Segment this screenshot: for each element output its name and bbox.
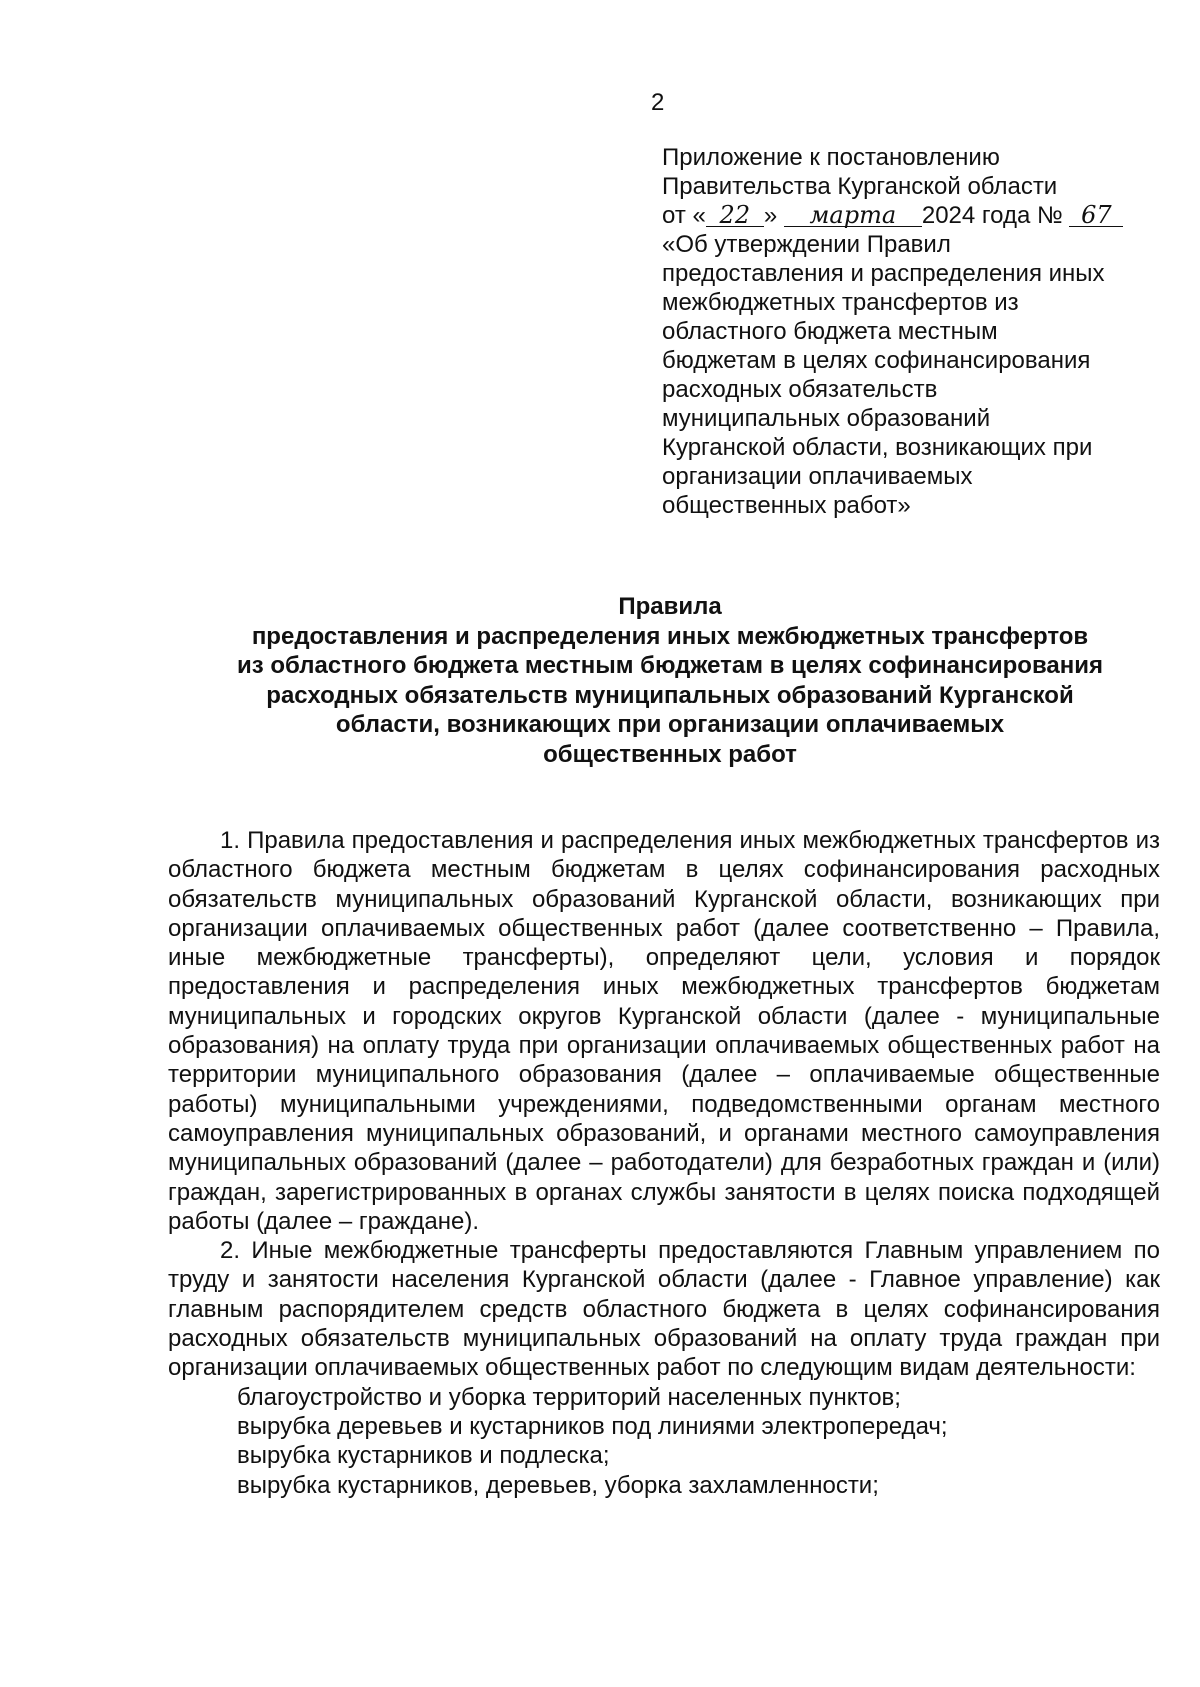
- appendix-line: предоставления и распределения иных: [662, 260, 1105, 287]
- paragraph-2: 2. Иные межбюджетные трансферты предоставляются Главным управлением по труду и занятости населения Курганской области (далее - Главное управление) как главным распорядителем средств областного бюджета в целях софинансирования расходных обязательств муниципальных образований на оплату труда граждан при организации оплачиваемых общественных работ по следующим видам деятельности:: [168, 1237, 1160, 1382]
- page-number: 2: [651, 89, 665, 116]
- title-line: области, возникающих при организации оплачиваемых: [335, 711, 1005, 738]
- appendix-line: Правительства Курганской области: [662, 173, 1058, 200]
- handwritten-number: 67: [1069, 204, 1123, 227]
- title-line: из областного бюджета местным бюджетам в целях софинансирования: [237, 652, 1103, 679]
- date-year: 2024 года №: [921, 202, 1063, 229]
- title-line: расходных обязательств муниципальных образований Курганской: [266, 681, 1074, 709]
- handwritten-month: марта: [784, 204, 922, 227]
- appendix-line: Приложение к постановлению: [662, 144, 1000, 171]
- paragraph-1: 1. Правила предоставления и распределения иных межбюджетных трансфертов из областного бюджета местным бюджетам в целях софинансирования расходных обязательств муниципальных образований Курганской области, возникающих при организации оплачиваемых общественных работ (далее соответственно – Правила, иные межбюджетные трансферты), определяют цели, условия и порядок предоставления и распределения иных межбюджетных трансфертов бюджетам муниципальных и городских округов Курганской области (далее - муниципальные образования) на оплату труда при организации оплачиваемых общественных работ на территории муниципального образования (далее – оплачиваемые общественные работы) муниципальными учреждениями, подведомственными органам местного самоуправления муниципальных образований, и органами местного самоуправления муниципальных образований (далее – работодатели) для безработных граждан и (или) граждан, зарегистрированных в органах службы занятости в целях поиска подходящей работы (далее – граждане).: [168, 827, 1160, 1235]
- appendix-block: [662, 143, 1162, 520]
- title-line: общественных работ: [543, 740, 797, 768]
- appendix-line: муниципальных образований: [662, 405, 991, 432]
- document-body: [168, 826, 1160, 1500]
- appendix-line: общественных работ»: [662, 492, 911, 519]
- appendix-date-line: [662, 201, 1162, 230]
- activity-item: благоустройство и уборка территорий населенных пунктов;: [237, 1383, 901, 1411]
- document-title: [150, 592, 1190, 769]
- appendix-line: организации оплачиваемых: [662, 463, 973, 490]
- appendix-line: Курганской области, возникающих при: [662, 434, 1093, 461]
- handwritten-day: 22: [706, 204, 764, 227]
- appendix-line: областного бюджета местным: [662, 318, 998, 345]
- title-line: предоставления и распределения иных межбюджетных трансфертов: [251, 622, 1089, 650]
- appendix-line: бюджетам в целях софинансирования: [662, 347, 1091, 374]
- appendix-line: «Об утверждении Правил: [662, 231, 951, 258]
- activity-item: вырубка деревьев и кустарников под линиями электропередач;: [237, 1412, 948, 1440]
- activity-item: вырубка кустарников и подлеска;: [237, 1442, 610, 1470]
- appendix-line: расходных обязательств: [662, 376, 938, 403]
- activity-item: вырубка кустарников, деревьев, уборка захламленности;: [237, 1471, 879, 1499]
- appendix-line: межбюджетных трансфертов из: [662, 289, 1019, 316]
- title-heading: Правила: [618, 593, 722, 620]
- date-prefix: от «: [662, 202, 706, 229]
- date-mid: »: [763, 202, 778, 229]
